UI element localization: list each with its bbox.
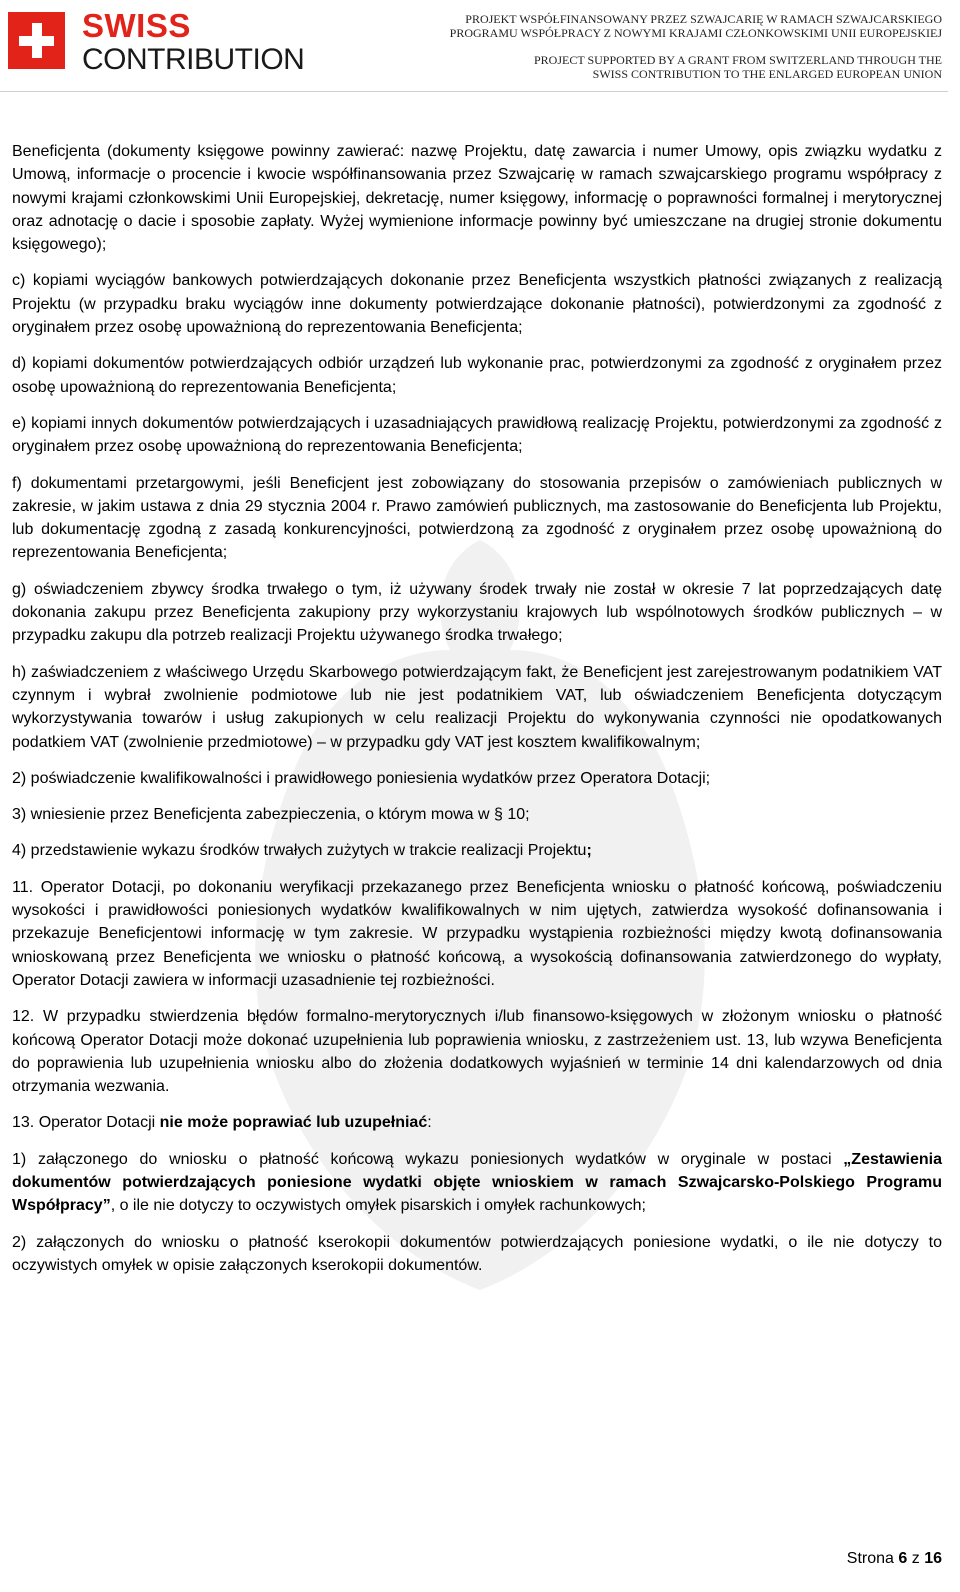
page-header xyxy=(0,0,960,96)
paragraph-13-1-end: , o ile nie dotyczy to oczywistych omyłek pisarskich i omyłek rachunkowych; xyxy=(110,1197,646,1215)
paragraph-g: g) oświadczeniem zbywcy środka trwałego o tym, iż używany środek trwały nie został w okresie 7 lat poprzedzających datę dokonania zakupu przez Beneficjenta zakupiony przy wykorzystaniu krajowych lub wspólnotowych środków publicznych – w przypadku zakupu dla potrzeb realizacji Projektu używanego środka trwałego; xyxy=(12,580,942,645)
page-label: Strona xyxy=(846,1550,894,1567)
logo-title: SWISS xyxy=(82,7,191,44)
total-pages: 16 xyxy=(924,1550,942,1567)
paragraph-11: 11. Operator Dotacji, po dokonaniu weryfikacji przekazanego przez Beneficjenta wniosku o płatność końcową, poświadczeniu wysokości i prawidłowości poniesionych wydatków kwalifikowalnych w nim ujętych, zatwierdza wysokość dofinansowania i przekazuje Beneficjentowi informację w tym zakresie. W przypadku wystąpienia rozbieżności między kwotą dofinansowania wnioskowaną przez Beneficjenta we wniosku o płatność końcową, a wysokością dofinansowania zatwierdzonego do wypłaty, Operator Dotacji zawiera w informacji uzasadnienie tej rozbieżności. xyxy=(12,878,942,989)
header-divider xyxy=(0,91,948,92)
header-pl-line1: PROJEKT WSPÓŁFINANSOWANY PRZEZ SZWAJCARIĘ W RAMACH SZWAJCARSKIEGO xyxy=(465,12,942,26)
header-pl-line2: PROGRAMU WSPÓŁPRACY Z NOWYMI KRAJAMI CZŁONKOWSKIMI UNII EUROPEJSKIEJ xyxy=(449,26,942,40)
logo-subtitle: CONTRIBUTION xyxy=(82,43,305,76)
paragraph-13-bold: nie może poprawiać lub uzupełniać xyxy=(159,1114,428,1132)
paragraph-h: h) zaświadczeniem z właściwego Urzędu Skarbowego potwierdzającym fakt, że Beneficjent jest zarejestrowanym podatnikiem VAT czynnym i wybrał zwolnienie podmiotowe lub nie jest podatnikiem VAT, lub oświadczeniem Beneficjenta dotyczącym wykorzystywania towarów i usług zakupionych w celu realizacji Projektu do wykonywania czynności nie opodatkowanych podatkiem VAT (zwolnienie przedmiotowe) – w przypadku gdy VAT jest kosztem kwalifikowalnym; xyxy=(12,663,942,751)
paragraph-4-text: 4) przedstawienie wykazu środków trwałych zużytych w trakcie realizacji Projektu xyxy=(12,842,587,860)
paragraph-12: 12. W przypadku stwierdzenia błędów formalno-merytorycznych i/lub finansowo-księgowych w złożonym wniosku o płatność końcową Operator Dotacji może dokonać uzupełnienia lub poprawienia wniosku, z zastrzeżeniem ust. 13, lub wzywa Beneficjenta do poprawienia lub uzupełnienia wniosku albo do złożenia dodatkowych wyjaśnień w terminie 14 dni kalendarzowych od dnia otrzymania wezwania. xyxy=(12,1008,942,1096)
paragraph-2: 2) poświadczenie kwalifikowalności i prawidłowego poniesienia wydatków przez Operatora Dotacji; xyxy=(12,769,711,787)
paragraph-4-end: ; xyxy=(586,842,592,860)
paragraph-13-1-bold: „Zestawienia dokumentów potwierdzających poniesione wydatki objęte wnioskiem w ramach Szwajcarsko-Polskiego Programu Współpracy” xyxy=(12,1150,942,1215)
paragraph-13 xyxy=(12,1111,942,1134)
page-separator: z xyxy=(911,1550,920,1567)
paragraph-3: 3) wniesienie przez Beneficjenta zabezpieczenia, o którym mowa w § 10; xyxy=(12,806,530,824)
page-number xyxy=(847,1549,942,1569)
paragraph-d: d) kopiami dokumentów potwierdzających odbiór urządzeń lub wykonanie prac, potwierdzonymi za zgodność z oryginałem przez osobę upoważnioną do reprezentowania Beneficjenta; xyxy=(12,355,942,396)
paragraph-13-1-lead: 1) załączonego do wniosku o płatność końcową wykazu poniesionych wydatków w oryginale w postaci xyxy=(12,1150,844,1168)
current-page: 6 xyxy=(898,1550,908,1567)
swiss-cross-logo-icon xyxy=(8,12,65,69)
paragraph-intro: Beneficjenta (dokumenty księgowe powinny zawierać: nazwę Projektu, datę zawarcia i numer Umowy, opis związku wydatku z Umową, informacje o procencie i kwocie współfinansowania przez Szwajcarię w ramach szwajcarskiego programu współpracy z nowymi krajami członkowskimi Unii Europejskiej, dekretację, numer księgowy, informację o poprawności formalnej i merytorycznej oraz adnotację o dacie i sposobie zapłaty. Wyżej wymienione informacje powinny być umieszczane na drugiej stronie dokumentu księgowego); xyxy=(12,143,942,254)
paragraph-e: e) kopiami innych dokumentów potwierdzających i uzasadniających prawidłową realizację Projektu, potwierdzonymi za zgodność z oryginałem przez osobę upoważnioną do reprezentowania Beneficjenta; xyxy=(12,414,942,456)
paragraph-f: f) dokumentami przetargowymi, jeśli Beneficjent jest zobowiązany do stosowania przepisów o zamówieniach publicznych w zakresie, w jakim ustawa z dnia 29 stycznia 2004 r. Prawo zamówień publicznych, ma zastosowanie do Beneficjenta lub Projektu, lub dokumentację zgodną z zasadą konkurencyjności, potwierdzoną za zgodność z oryginałem przez osobę upoważnioną do reprezentowania Beneficjenta; xyxy=(12,474,942,562)
header-en-line2: SWISS CONTRIBUTION TO THE ENLARGED EUROPEAN UNION xyxy=(592,67,942,81)
paragraph-13-lead: 13. Operator Dotacji xyxy=(12,1114,160,1132)
paragraph-13-1 xyxy=(12,1148,942,1218)
paragraph-c: c) kopiami wyciągów bankowych potwierdzających dokonanie przez Beneficjenta wszystkich płatności związanych z realizacją Projektu (w przypadku braku wyciągów inne dokumenty potwierdzające dokonanie płatności), potwierdzonymi za zgodność z oryginałem przez osobę upoważnioną do reprezentowania Beneficjenta; xyxy=(12,272,942,337)
paragraph-13-2: 2) załączonych do wniosku o płatność kserokopii dokumentów potwierdzających poniesione wydatki, o ile nie dotyczy to oczywistych omyłek w opisie załączonych kserokopii dokumentów. xyxy=(12,1233,942,1274)
paragraph-13-end: : xyxy=(427,1114,432,1132)
header-en-line1: PROJECT SUPPORTED BY A GRANT FROM SWITZERLAND THROUGH THE xyxy=(534,53,942,67)
header-polish-text xyxy=(450,12,942,40)
paragraph-4 xyxy=(12,839,942,862)
document-body xyxy=(12,140,942,1290)
header-english-text xyxy=(534,53,942,81)
